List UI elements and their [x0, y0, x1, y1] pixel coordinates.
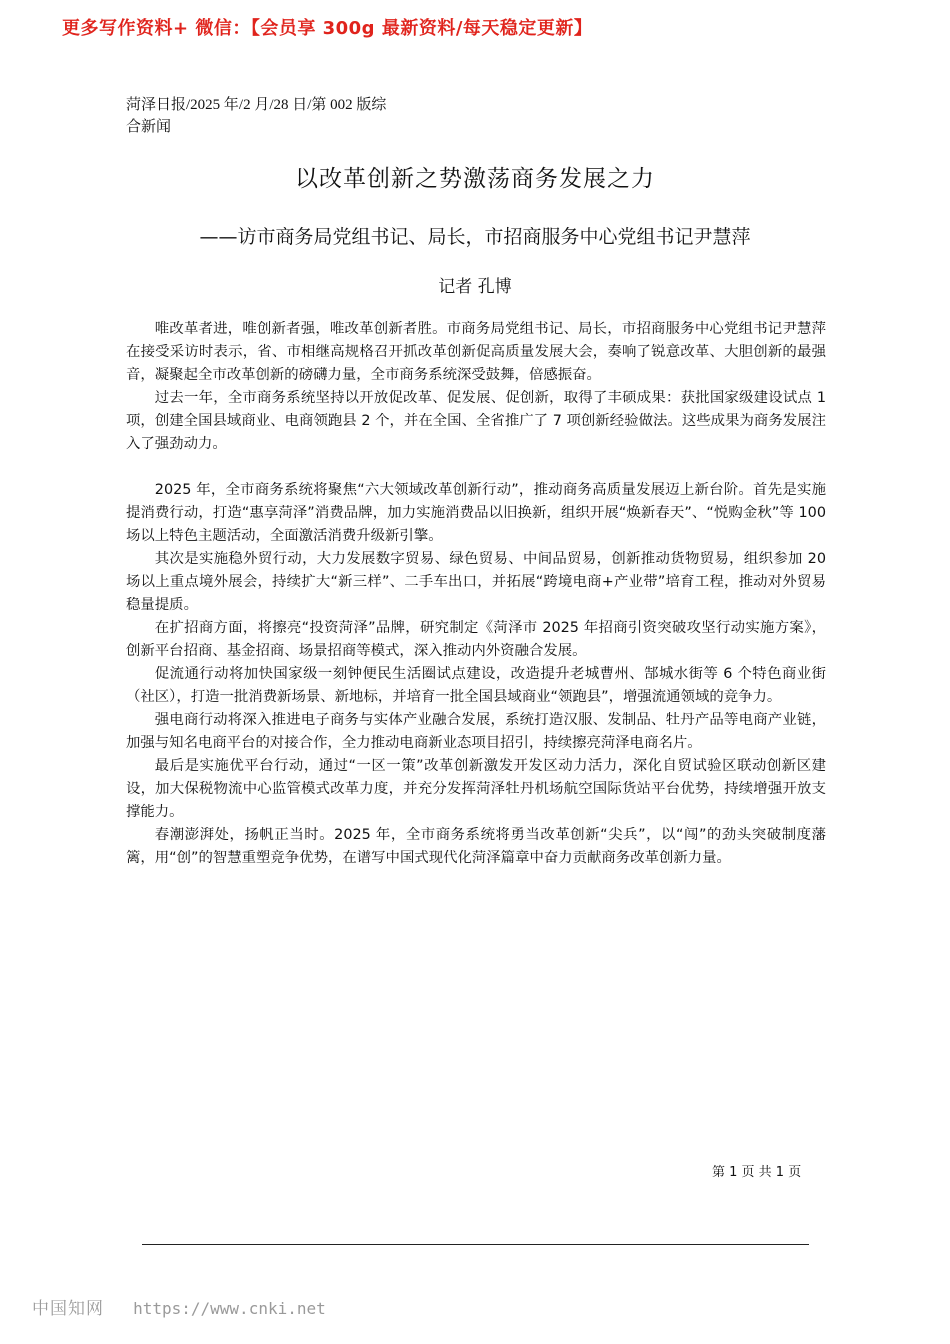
paragraph: 促流通行动将加快国家级一刻钟便民生活圈试点建设，改造提升老城曹州、郜城水街等 6 个特色商业街（社区），打造一批消费新场景、新地标，并培育一批全国县域商业“领跑县”，增强流通领域的竞争力。: [126, 666, 826, 705]
paragraph: 2025 年，全市商务系统将聚焦“六大领域改革创新行动”，推动商务高质量发展迈上新台阶。首先是实施提消费行动，打造“惠享菏泽”消费品牌，加力实施消费品以旧换新，组织开展“焕新春天”、“悦购金秋”等 100 场以上特色主题活动，全面激活消费升级新引擎。: [126, 482, 826, 544]
paragraph: 在扩招商方面，将擦亮“投资菏泽”品牌，研究制定《菏泽市 2025 年招商引资突破攻坚行动实施方案》，创新平台招商、基金招商、场景招商等模式，深入推动内外资融合发展。: [126, 620, 826, 659]
article-title: 以改革创新之势激荡商务发展之力: [295, 166, 655, 192]
page-indicator: 第 1 页 共 1 页: [712, 1165, 802, 1180]
cnki-url-link[interactable]: https://www.cnki.net: [133, 1299, 326, 1318]
article-author: 记者 孔博: [438, 277, 512, 297]
article-subtitle: ——访市商务局党组书记、局长，市招商服务中心党组书记尹慧萍: [199, 226, 751, 248]
cnki-logo: 中国知网: [32, 1299, 104, 1319]
paragraph: 其次是实施稳外贸行动，大力发展数字贸易、绿色贸易、中间品贸易，创新推动货物贸易，组织参加 20 场以上重点境外展会，持续扩大“新三样”、二手车出口，并拓展“跨境电商+产业带”培育工程，推动对外贸易稳量提质。: [126, 551, 826, 613]
paragraph: 唯改革者进，唯创新者强，唯改革创新者胜。市商务局党组书记、局长，市招商服务中心党组书记尹慧萍在接受采访时表示，省、市相继高规格召开抓改革创新促高质量发展大会，奏响了锐意改革、大胆创新的最强音，凝聚起全市改革创新的磅礴力量，全市商务系统深受鼓舞，倍感振奋。: [126, 321, 826, 383]
paragraph: 强电商行动将深入推进电子商务与实体产业融合发展，系统打造汉服、发制品、牡丹产品等电商产业链，加强与知名电商平台的对接合作，全力推动电商新业态项目招引，持续擦亮菏泽电商名片。: [126, 712, 826, 751]
article-body: [126, 318, 826, 870]
source-line: 菏泽日报/2025 年/2 月/28 日/第 002 版综合新闻: [126, 97, 387, 135]
footer-divider: [142, 1244, 809, 1245]
paragraph: 最后是实施优平台行动，通过“一区一策”改革创新激发开发区动力活力，深化自贸试验区联动创新区建设，加大保税物流中心监管模式改革力度，并充分发挥菏泽牡丹机场航空国际货站平台优势，持续增强开放支撑能力。: [126, 758, 826, 820]
paragraph: 春潮澎湃处，扬帆正当时。2025 年，全市商务系统将勇当改革创新“尖兵”，以“闯”的劲头突破制度藩篱，用“创”的智慧重塑竞争优势，在谱写中国式现代化菏泽篇章中奋力贡献商务改革创新力量。: [126, 827, 826, 866]
footer: [32, 1294, 326, 1319]
promo-banner: 更多写作资料+ 微信：【会员享 300g 最新资料/每天稳定更新】: [62, 18, 593, 39]
paragraph: 过去一年，全市商务系统坚持以开放促改革、促发展、促创新，取得了丰硕成果：获批国家级建设试点 1 项，创建全国县域商业、电商领跑县 2 个，并在全国、全省推广了 7 项创新经验做法。这些成果为商务发展注入了强劲动力。: [126, 390, 826, 452]
